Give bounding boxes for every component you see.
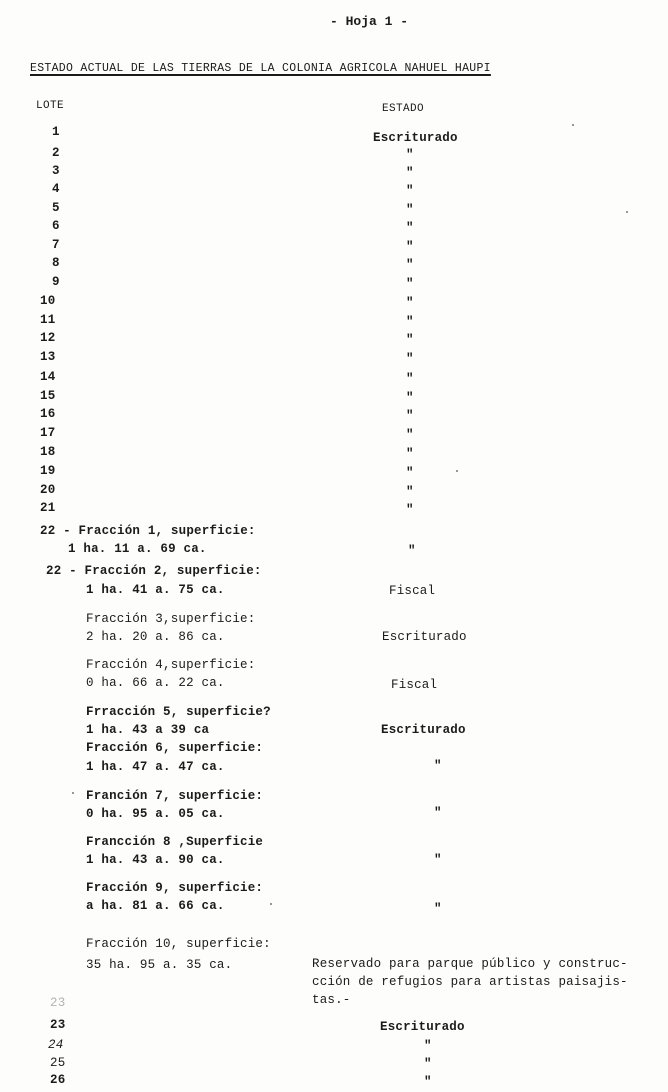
- lot-number: 25: [50, 1056, 66, 1070]
- lot-number: 3: [52, 164, 60, 178]
- lot-status: ": [406, 203, 414, 217]
- lot-number: 8: [52, 256, 60, 270]
- lot-number: 17: [40, 426, 56, 440]
- fraction-status: ": [434, 902, 442, 916]
- fraction-description: 22 - Fracción 2, superficie:: [46, 564, 262, 578]
- paper-speck: [270, 903, 272, 905]
- column-header-lote: LOTE: [36, 100, 65, 112]
- lot-status: ": [406, 315, 414, 329]
- lot-number: 13: [40, 350, 56, 364]
- lot-number: 12: [40, 331, 56, 345]
- fraction-description: Frracción 5, superficie?: [86, 705, 271, 719]
- lot-status: Escriturado: [373, 131, 458, 145]
- fraction-description: Fracción 4,superficie:: [86, 658, 256, 672]
- fraction-area: 1 ha. 47 a. 47 ca.: [86, 760, 225, 774]
- lot-status: ": [406, 333, 414, 347]
- lot-status: ": [406, 240, 414, 254]
- fraction-status-continued: tas.-: [312, 993, 351, 1007]
- fraction-description: Francción 8 ,Superficie: [86, 835, 264, 849]
- fraction-description: Fracción 3,superficie:: [86, 612, 256, 626]
- lot-status: ": [406, 184, 414, 198]
- lot-status: ": [424, 1057, 432, 1071]
- lot-number: 10: [40, 294, 56, 308]
- lot-number: 5: [52, 201, 60, 215]
- lot-status: ": [424, 1075, 432, 1089]
- fraction-status: Escriturado: [382, 630, 467, 644]
- lot-number: 20: [40, 483, 56, 497]
- lot-number: 21: [40, 501, 56, 515]
- document-title: ESTADO ACTUAL DE LAS TIERRAS DE LA COLONIA AGRICOLA NAHUEL HAUPI: [30, 62, 491, 75]
- lot-status: ": [424, 1039, 432, 1053]
- fraction-status: Escriturado: [381, 723, 466, 737]
- lot-status: Escriturado: [380, 1020, 465, 1034]
- lot-number: 4: [52, 182, 60, 196]
- lot-number: 11: [40, 313, 56, 327]
- fraction-status: Fiscal: [391, 678, 438, 692]
- fraction-status: Fiscal: [389, 584, 436, 598]
- fraction-status: ": [434, 853, 442, 867]
- fraction-status: ": [434, 806, 442, 820]
- fraction-area: 1 ha. 43 a. 90 ca.: [86, 853, 225, 867]
- page-header: - Hoja 1 -: [330, 14, 409, 29]
- fraction-description: Fracción 6, superficie:: [86, 741, 264, 755]
- lot-number: 2: [52, 146, 60, 160]
- fraction-area: 35 ha. 95 a. 35 ca.: [86, 958, 233, 972]
- lot-number: 6: [52, 219, 60, 233]
- column-header-estado: ESTADO: [382, 103, 425, 115]
- lot-status: ": [406, 221, 414, 235]
- lot-status: ": [406, 503, 414, 517]
- fraction-area: 0 ha. 66 a. 22 ca.: [86, 676, 225, 690]
- fraction-description: Fracción 9, superficie:: [86, 881, 264, 895]
- lot-number: 9: [52, 275, 60, 289]
- lot-status: ": [406, 277, 414, 291]
- lot-number: 16: [40, 407, 56, 421]
- lot-number: 14: [40, 370, 56, 384]
- lot-number: 7: [52, 238, 60, 252]
- fraction-description: Fracción 10, superficie:: [86, 937, 271, 951]
- fraction-status: Reservado para parque público y construc-: [312, 957, 628, 971]
- fraction-area: 2 ha. 20 a. 86 ca.: [86, 630, 225, 644]
- faint-lot-number: 23: [50, 996, 66, 1010]
- paper-speck: [72, 792, 74, 794]
- fraction-area: 1 ha. 11 a. 69 ca.: [68, 542, 207, 556]
- lot-status: ": [406, 485, 414, 499]
- lot-number: 18: [40, 445, 56, 459]
- fraction-status-continued: cción de refugios para artistas paisajis-: [312, 975, 628, 989]
- fraction-description: 22 - Fracción 1, superficie:: [40, 524, 256, 538]
- lot-number: 1: [52, 125, 60, 139]
- fraction-area: 1 ha. 43 a 39 ca: [86, 723, 210, 737]
- lot-number: 26: [50, 1073, 66, 1087]
- lot-status: ": [406, 372, 414, 386]
- fraction-status: ": [434, 759, 442, 773]
- paper-speck: [456, 470, 458, 472]
- lot-status: ": [406, 466, 414, 480]
- lot-number: 15: [40, 389, 56, 403]
- lot-status: ": [406, 391, 414, 405]
- lot-status: ": [406, 166, 414, 180]
- fraction-description: Franción 7, superficie:: [86, 789, 264, 803]
- lot-status: ": [406, 409, 414, 423]
- fraction-area: 0 ha. 95 a. 05 ca.: [86, 807, 225, 821]
- paper-speck: [572, 124, 574, 126]
- lot-status: ": [406, 296, 414, 310]
- fraction-area: a ha. 81 a. 66 ca.: [86, 899, 225, 913]
- lot-status: ": [406, 148, 414, 162]
- lot-number: 23: [50, 1018, 66, 1032]
- fraction-area: 1 ha. 41 a. 75 ca.: [86, 583, 225, 597]
- lot-status: ": [406, 428, 414, 442]
- fraction-status: ": [408, 544, 416, 558]
- lot-status: ": [406, 447, 414, 461]
- paper-speck: [626, 211, 628, 213]
- lot-number: 19: [40, 464, 56, 478]
- lot-number: 24: [48, 1038, 64, 1052]
- lot-status: ": [406, 352, 414, 366]
- lot-status: ": [406, 258, 414, 272]
